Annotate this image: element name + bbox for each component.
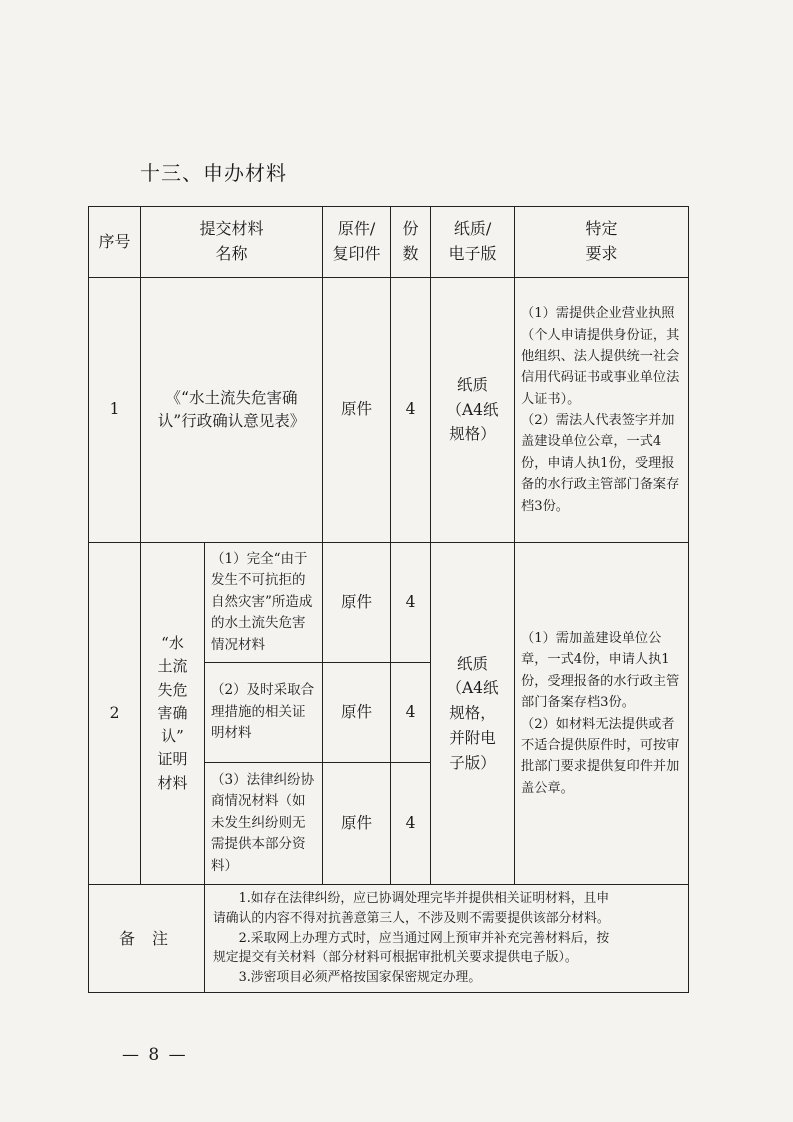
row1-medium: 纸质 （A4纸 规格）	[431, 278, 515, 543]
header-requirements: 特定 要求	[515, 207, 689, 278]
section-title: 十三、申办材料	[140, 161, 287, 185]
row2-count-3: 4	[391, 763, 431, 885]
row2-medium: 纸质 （A4纸 规格， 并附电 子版）	[431, 543, 515, 885]
header-material-name: 提交材料 名称	[141, 207, 323, 278]
row2-original-1: 原件	[323, 543, 391, 663]
row2-requirements: （1）需加盖建设单位公章，一式4份，申请人执1份，受理报备的水行政主管部门备案存档3份。 （2）如材料无法提供或者不适合提供原件时，可按审批部门要求提供复印件并加盖公章。	[515, 543, 689, 885]
table-header-row	[89, 207, 689, 278]
row2-sub-material-3: （3）法律纠纷协商情况材料（如未发生纠纷则无需提供本部分资料）	[205, 763, 323, 885]
header-count: 份 数	[391, 207, 431, 278]
row1-original: 原件	[323, 278, 391, 543]
row2-original-2: 原件	[323, 663, 391, 763]
table-row	[89, 278, 689, 543]
row1-requirements: （1）需提供企业营业执照（个人申请提供身份证，其他组织、法人提供统一社会信用代码证书或事业单位法人证书）。 （2）需法人代表签字并加盖建设单位公章，一式4份，申请人执1份，受理报备的水行政主管部门备案存档3份。	[515, 278, 689, 543]
notes-row	[89, 885, 689, 993]
row2-material-name: “水 土流 失危 害确 认” 证明 材料	[141, 543, 205, 885]
header-medium: 纸质/ 电子版	[431, 207, 515, 278]
page-number: — 8 —	[122, 1045, 188, 1065]
row1-index: 1	[89, 278, 141, 543]
table-row	[89, 543, 689, 663]
notes-label: 备 注	[89, 885, 205, 993]
row2-sub-material-2: （2）及时采取合理措施的相关证明材料	[205, 663, 323, 763]
materials-table	[88, 206, 689, 993]
row2-sub-material-1: （1）完全“由于发生不可抗拒的自然灾害”所造成的水土流失危害情况材料	[205, 543, 323, 663]
row2-index: 2	[89, 543, 141, 885]
notes-content: 1.如存在法律纠纷，应已协调处理完毕并提供相关证明材料，且申 请确认的内容不得对抗善意第三人，不涉及则不需要提供该部分材料。 2.采取网上办理方式时，应当通过网上预审并补充完善材料后，按 规定提交有关材料（部分材料可根据审批机关要求提供电子版）。 3.涉密项目必须严格按国家保密规定办理。	[205, 885, 689, 993]
header-original-copy: 原件/ 复印件	[323, 207, 391, 278]
row2-count-2: 4	[391, 663, 431, 763]
row2-original-3: 原件	[323, 763, 391, 885]
header-index: 序号	[89, 207, 141, 278]
row1-count: 4	[391, 278, 431, 543]
row1-material-name: 《“水土流失危害确 认”行政确认意见表》	[141, 278, 323, 543]
row2-count-1: 4	[391, 543, 431, 663]
